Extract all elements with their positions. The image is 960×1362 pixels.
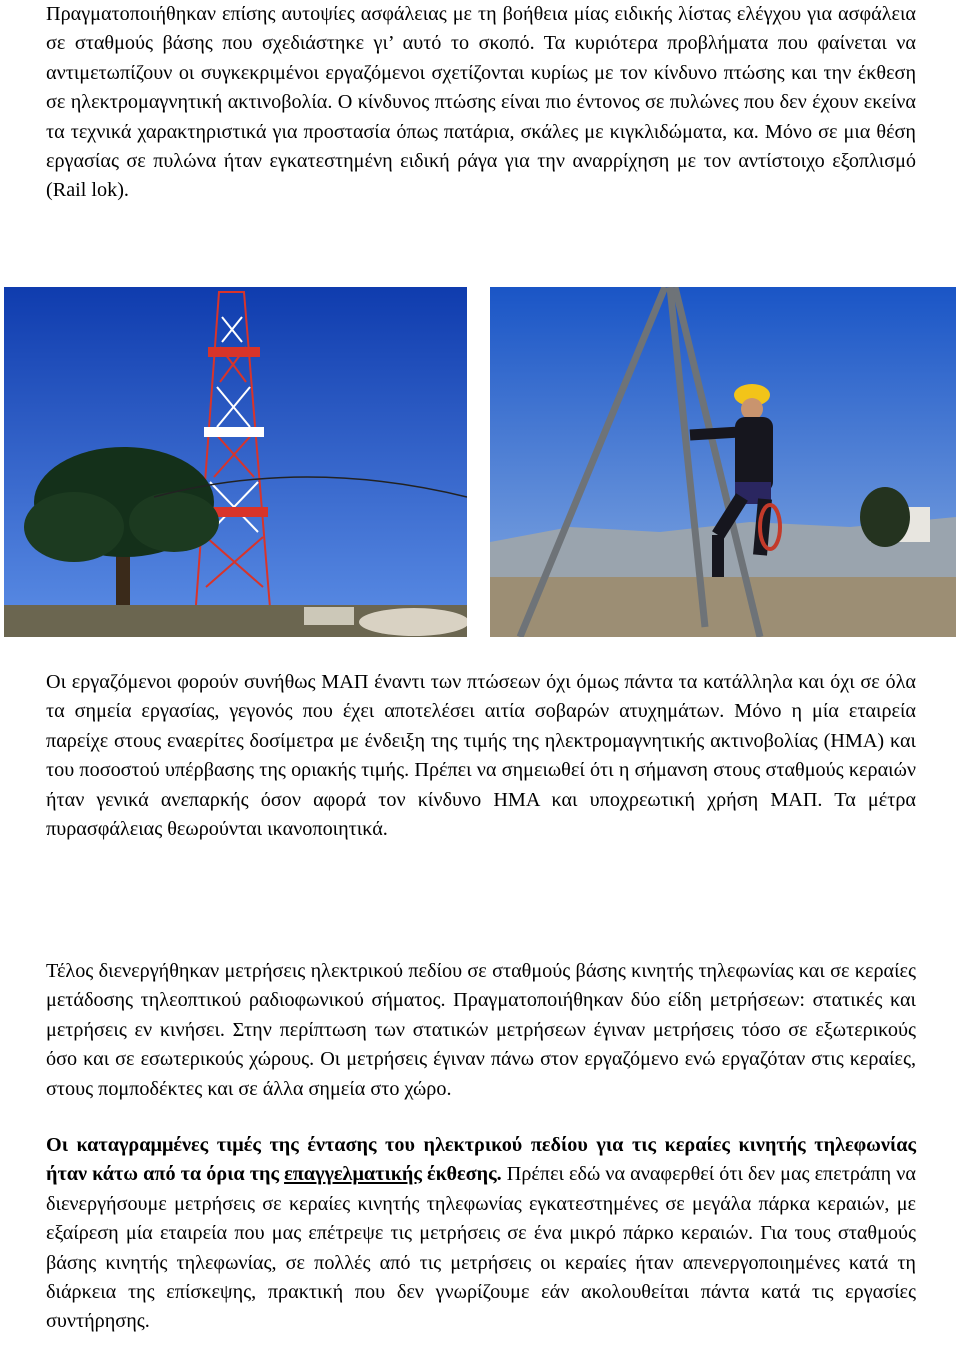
paragraph-measurements: Τέλος διενεργήθηκαν μετρήσεις ηλεκτρικού πεδίου σε σταθμούς βάσης κινητής τηλεφωνίας και σε κεραίες μετάδοσης τηλεοπτικού ραδιοφωνικού σήματος. Πραγματοποιήθηκαν δύο είδη μετρήσεων: στατικές και μετρήσεις εν κινήσει. Στην περίπτωση των στατικών μετρήσεων έγιναν μετρήσεις τόσο σε εξωτερικούς όσο και σε εσωτερικούς χώρους. Οι μετρήσεις έγιναν πάνω στον εργαζόμενο ενώ εργαζόταν στις κεραίες, στους πομποδέκτες και σε άλλα σημεία στο χώρο. <box>46 960 916 1100</box>
recorded-values-rest: Πρέπει εδώ να αναφερθεί ότι δεν μας επετράπη να διενεργήσουμε μετρήσεις σε κεραίες κινητής τηλεφωνίας εγκατεστημένες σε μεγάλα πάρκα κεραιών, με εξαίρεση μία εταιρεία που μας επέτρεψε τις μετρήσεις σε ένα μικρό πάρκο κεραιών. Για τους σταθμούς βάσης κινητής τηλεφωνίας, σε πολλές από τις μετρήσεις οι κεραίες ήταν απενεργοποιημένες κατά τη διάρκεια της επίσκεψης, πρακτική που δεν γνωρίζουμε εάν ακολουθείται πάντα κατά τις εργασίες συντήρησης. <box>46 1163 916 1333</box>
recorded-values-bold-start: Οι καταγραμμένες τιμές της έντασης του ηλεκτρικού πεδίου για τις κεραίες κινητής τηλεφωνίας ήταν κάτω από τα όρια της <box>46 1134 916 1186</box>
paragraph-safety-inspections: Πραγματοποιήθηκαν επίσης αυτοψίες ασφάλειας με τη βοήθεια μίας ειδικής λίστας ελέγχου για ασφάλεια σε σταθμούς βάσης που σχεδιάστηκε γι’ αυτό το σκοπό. Τα κυριότερα προβλήματα που φαίνεται να αντιμετωπίζουν οι συγκεκριμένοι εργαζόμενοι σχετίζονται κυρίως με τον κίνδυνο πτώσης και την έκθεση σε ηλεκτρομαγνητική ακτινοβολία. Ο κίνδυνος πτώσης είναι πιο έντονος σε πυλώνες που δεν έχουν εκείνα τα τεχνικά χαρακτηριστικά για προστασία όπως πατάρια, σκάλες με κιγκλιδώματα, κα. Μόνο σε μια θέση εργασίας σε πυλώνα ήταν εγκατεστημένη ειδική ράγα για την αναρρίχηση με τον αντίστοιχο εξοπλισμό (Rail lok). <box>46 3 916 202</box>
paragraph-recorded-values <box>46 1131 916 1337</box>
paragraph-protective-equipment: Οι εργαζόμενοι φορούν συνήθως ΜΑΠ έναντι των πτώσεων όχι όμως πάντα τα κατάλληλα και όχι σε όλα τα σημεία εργασίας, γεγονός που έχει αποτελέσει αιτία σοβαρών ατυχημάτων. Μόνο η μία εταιρεία παρείχε στους εναερίτες δοσίμετρα με ένδειξη της τιμής της ηλεκτρομαγνητικής ακτινοβολίας (ΗΜΑ) και του ποσοστού υπέρβασης της οριακής τιμής. Πρέπει να σημειωθεί ότι η σήμανση στους σταθμούς κεραιών ήταν γενικά ανεπαρκής όσον αφορά τον κίνδυνο ΗΜΑ και υποχρεωτική χρήση ΜΑΠ. Τα μέτρα πυρασφάλειας θεωρούνται ικανοποιητικά. <box>46 671 916 841</box>
antenna-tower-illustration <box>4 287 467 637</box>
tripod-climbing-photo <box>490 287 956 637</box>
antenna-tower-photo <box>4 287 467 637</box>
worker-climbing-illustration <box>490 287 956 637</box>
recorded-values-bold-end: έκθεσης. <box>421 1163 502 1186</box>
occupational-underlined: επαγγελματικής <box>284 1163 422 1186</box>
